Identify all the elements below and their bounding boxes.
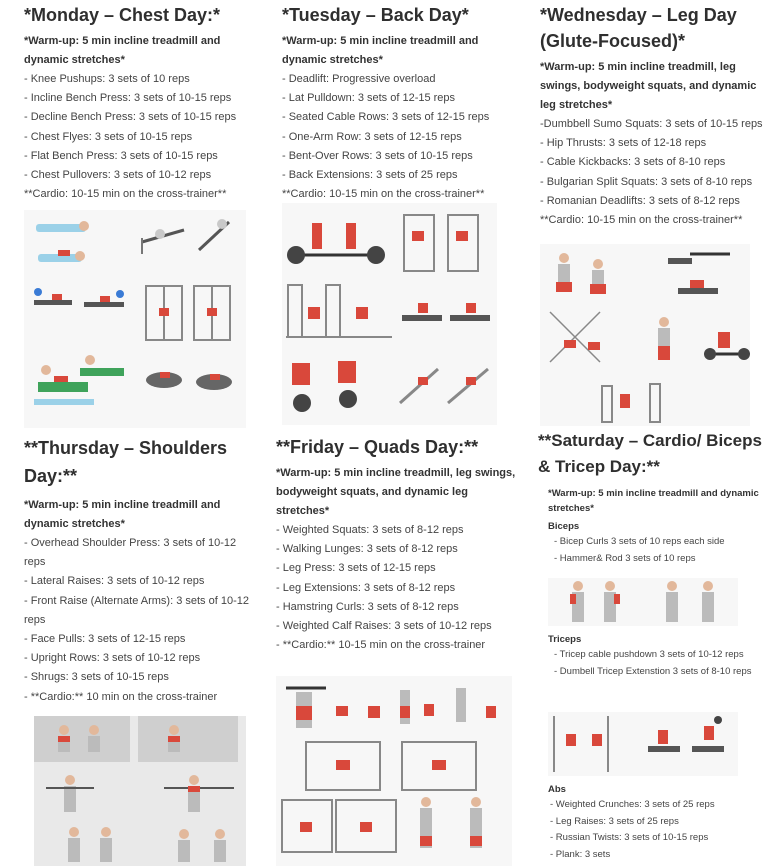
list-item: - Cable Kickbacks: 3 sets of 8-10 reps [540,156,726,169]
list-item: - Leg Raises: 3 sets of 25 reps [550,815,679,827]
list-item: - Face Pulls: 3 sets of 12-15 reps [24,633,186,646]
tuesday-title: *Tuesday – Back Day* [282,5,469,25]
sumo-squat-icon [556,253,606,294]
deadlift-icon [287,223,385,264]
triceps-illustrations [548,712,738,776]
list-item: - Weighted Calf Raises: 3 sets of 10-12 reps [276,620,492,633]
list-item: - Weighted Crunches: 3 sets of 25 reps [550,799,715,810]
pushup-figure-icon [36,221,89,262]
list-item: - Leg Press: 3 sets of 12-15 reps [276,562,436,575]
list-item: - Hammer& Rod 3 sets of 10 reps [554,552,696,564]
list-item: - Dumbell Tricep Extenstion 3 sets of 8-10 reps [554,665,752,677]
list-item: - Hip Thrusts: 3 sets of 12-18 reps [540,137,707,150]
monday-exercise-list [24,70,264,204]
list-item: - Bulgarian Split Squats: 3 sets of 8-10 reps [540,175,753,188]
list-item: - Tricep cable pushdown 3 sets of 10-12 reps [554,649,744,660]
decline-press-icon [34,288,124,307]
list-item: - Leg Extensions: 3 sets of 8-12 reps [276,581,456,594]
thursday-exercise-illustrations [34,716,246,866]
saturday-title: **Saturday – Cardio/ Biceps & Tricep Day:** [538,431,762,476]
biceps-illustrations [548,578,738,626]
list-item: - Incline Bench Press: 3 sets of 10-15 reps [24,92,232,105]
list-item: - Upright Rows: 3 sets of 10-12 reps [24,652,201,665]
abs-label: Abs [548,784,566,795]
flat-bench-icon [34,355,124,402]
list-item: - Front Raise (Alternate Arms): 3 sets of 10-12 reps [24,594,249,626]
list-item: - Overhead Shoulder Press: 3 sets of 10-12 reps [24,537,237,569]
list-item: - Shrugs: 3 sets of 10-15 reps [24,671,169,684]
list-item: - Lateral Raises: 3 sets of 10-12 reps [24,575,205,588]
friday-exercise-illustrations [276,676,512,866]
tricep-pushdown-icon [554,716,608,772]
list-item: - Chest Flyes: 3 sets of 10-15 reps [24,130,193,143]
saturday-panel [538,428,768,598]
bicep-curl-icon [570,581,714,622]
list-item: - **Cardio:** 10 min on the cross-trainer [24,690,218,703]
leg-press-icon [306,742,476,790]
saturday-warmup: *Warm-up: 5 min incline treadmill and dynamic stretches* [548,488,759,514]
wednesday-exercise-list [540,115,768,230]
tuesday-panel [282,2,522,207]
list-item: - Seated Cable Rows: 3 sets of 12-15 reps [282,111,490,124]
thursday-panel [24,434,256,714]
calf-raise-icon [420,797,482,848]
friday-panel [276,434,516,672]
split-squat-icon [658,317,750,360]
tricep-extension-icon [648,716,724,752]
bent-over-row-icon [292,361,357,412]
triceps-label: Triceps [548,634,582,645]
squat-icon [286,688,380,728]
seated-row-icon [286,285,392,337]
list-item: - Back Extensions: 3 sets of 25 reps [282,169,458,182]
chest-fly-machine-icon [146,286,230,340]
list-item: - **Cardio:** 10-15 min on the cross-trainer [276,639,486,652]
wednesday-panel [540,2,768,244]
thursday-exercise-list [24,534,256,707]
tuesday-exercise-illustrations [282,203,497,425]
triceps-section [548,632,763,712]
list-item: **Cardio: 10-15 min on the cross-trainer** [540,214,743,227]
friday-title: **Friday – Quads Day:** [276,437,479,457]
list-item: - Hamstring Curls: 3 sets of 8-12 reps [276,600,459,613]
lateral-raise-icon [46,775,234,812]
shrug-icon [68,827,226,862]
pullover-icon [146,372,232,390]
monday-exercise-illustrations [24,210,246,428]
list-item: - Knee Pushups: 3 sets of 10 reps [24,73,190,85]
one-arm-row-icon [402,303,490,321]
list-item: - Weighted Squats: 3 sets of 8-12 reps [276,524,464,536]
list-item: - Lat Pulldown: 3 sets of 12-15 reps [282,92,456,105]
abs-exercise-list [548,797,763,863]
biceps-label: Biceps [548,521,580,532]
tuesday-warmup: *Warm-up: 5 min incline treadmill and dynamic stretches* [282,35,479,66]
wednesday-exercise-illustrations [540,244,750,426]
friday-warmup: *Warm-up: 5 min incline treadmill, leg swings, bodyweight squats, and dynamic leg stretches* [276,467,516,517]
incline-bench-icon [142,219,229,254]
list-item: **Cardio: 10-15 min on the cross-trainer** [282,188,485,201]
lat-pulldown-icon [404,215,478,271]
list-item: - Walking Lunges: 3 sets of 8-12 reps [276,543,458,556]
list-item: - Decline Bench Press: 3 sets of 10-15 reps [24,111,237,124]
list-item: - Flat Bench Press: 3 sets of 10-15 reps [24,149,218,162]
tuesday-exercise-list [282,70,522,204]
monday-panel [24,2,264,207]
wednesday-warmup: *Warm-up: 5 min incline treadmill, leg swings, bodyweight squats, and dynamic leg stretches* [540,61,757,111]
back-extension-icon [400,369,488,403]
monday-title: *Monday – Chest Day:* [24,5,221,25]
list-item: - Bicep Curls 3 sets of 10 reps each side [554,536,725,547]
triceps-exercise-list [548,647,763,680]
list-item: - Deadlift: Progressive overload [282,73,436,85]
thursday-warmup: *Warm-up: 5 min incline treadmill and dynamic stretches* [24,499,221,530]
abs-section [548,782,763,866]
hip-thrust-icon [668,254,730,294]
hamstring-curl-icon [282,800,396,852]
list-item: - One-Arm Row: 3 sets of 12-15 reps [282,130,462,143]
cable-kickback-icon [550,312,600,362]
friday-exercise-list [276,521,516,655]
list-item: - Romanian Deadlifts: 3 sets of 8-12 reps [540,194,740,207]
wednesday-title: *Wednesday – Leg Day (Glute-Focused)* [540,5,737,51]
biceps-exercise-list [548,534,768,567]
romanian-deadlift-icon [602,384,660,422]
list-item: - Bent-Over Rows: 3 sets of 10-15 reps [282,149,473,162]
list-item: -Dumbbell Sumo Squats: 3 sets of 10-15 reps [540,118,763,130]
thursday-title: **Thursday – Shoulders Day:** [24,438,228,486]
monday-warmup: *Warm-up: 5 min incline treadmill and dynamic stretches* [24,35,221,66]
list-item: - Plank: 3 sets [550,848,611,860]
lunge-icon [400,688,496,724]
list-item: - Russian Twists: 3 sets of 10-15 reps [550,832,709,843]
list-item: **Cardio: 10-15 min on the cross-trainer** [24,188,227,201]
list-item: - Chest Pullovers: 3 sets of 10-12 reps [24,169,212,182]
